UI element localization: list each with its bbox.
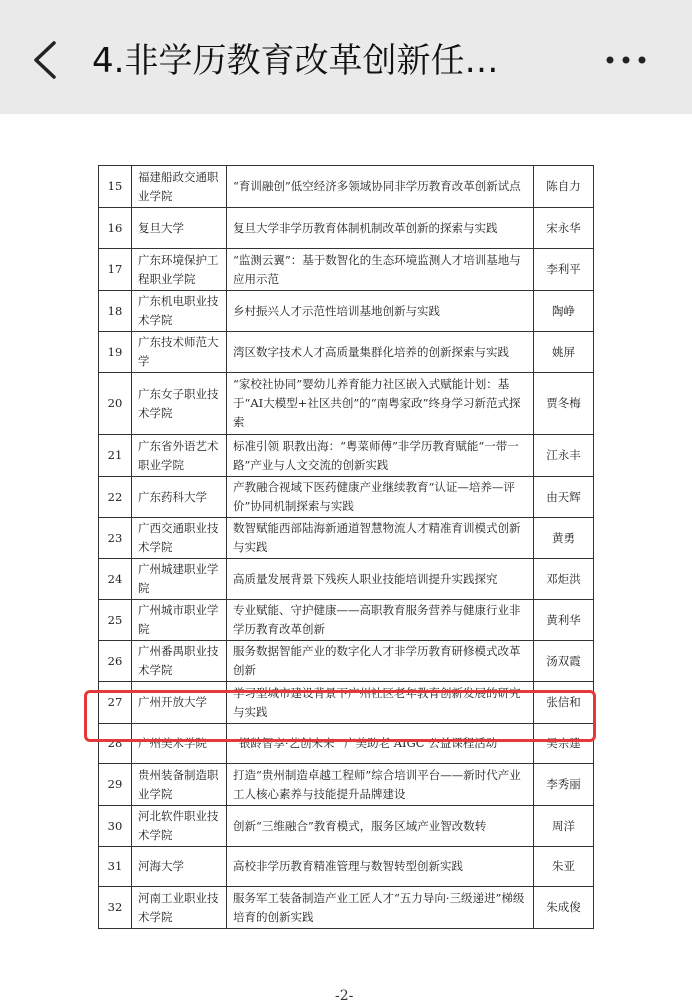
leader-name: 贾冬梅 — [534, 373, 594, 435]
school-name: 广西交通职业技术学院 — [132, 518, 227, 559]
row-number: 32 — [99, 887, 132, 929]
school-name: 河北软件职业技术学院 — [132, 806, 227, 847]
leader-name: 黄利华 — [534, 600, 594, 641]
row-number: 29 — [99, 764, 132, 806]
row-number: 26 — [99, 641, 132, 682]
school-name: 广州城建职业学院 — [132, 559, 227, 600]
leader-name: 李秀丽 — [534, 764, 594, 806]
back-arrow-icon[interactable] — [30, 40, 60, 80]
leader-name: 邓炬洪 — [534, 559, 594, 600]
project-name: “育训融创”低空经济多领域协同非学历教育改革创新试点 — [227, 166, 534, 208]
leader-name: 汤双霞 — [534, 641, 594, 682]
project-name: 学习型城市建设背景下广州社区老年教育创新发展的研究与实践 — [227, 682, 534, 724]
row-number: 24 — [99, 559, 132, 600]
table-row — [99, 641, 594, 682]
project-name: 湾区数字技术人才高质量集群化培养的创新探索与实践 — [227, 332, 534, 373]
table-row — [99, 887, 594, 929]
table-row — [99, 477, 594, 518]
table-row — [99, 806, 594, 847]
top-bar — [0, 0, 692, 114]
row-number: 17 — [99, 249, 132, 291]
table-row — [99, 682, 594, 724]
leader-name: 张信和 — [534, 682, 594, 724]
row-number: 21 — [99, 435, 132, 477]
table-row — [99, 373, 594, 435]
school-name: 广东省外语艺术职业学院 — [132, 435, 227, 477]
leader-name: 由天辉 — [534, 477, 594, 518]
row-number: 18 — [99, 291, 132, 332]
table-row — [99, 208, 594, 249]
project-name: 乡村振兴人才示范性培训基地创新与实践 — [227, 291, 534, 332]
school-name: 复旦大学 — [132, 208, 227, 249]
row-number: 16 — [99, 208, 132, 249]
project-name: 服务数据智能产业的数字化人才非学历教育研修模式改革创新 — [227, 641, 534, 682]
leader-name: 陈自力 — [534, 166, 594, 208]
table-row — [99, 764, 594, 806]
leader-name: 李利平 — [534, 249, 594, 291]
school-name: 贵州装备制造职业学院 — [132, 764, 227, 806]
school-name: 广州番禺职业技术学院 — [132, 641, 227, 682]
project-name: 高质量发展背景下残疾人职业技能培训提升实践探究 — [227, 559, 534, 600]
document-page — [0, 114, 692, 1004]
project-name: “家校社协同”婴幼儿养育能力社区嵌入式赋能计划：基于“AI大模型+社区共创”的“南粤家政”终身学习新范式探索 — [227, 373, 534, 435]
table-row — [99, 435, 594, 477]
school-name: 广东环境保护工程职业学院 — [132, 249, 227, 291]
row-number: 19 — [99, 332, 132, 373]
project-name: 复旦大学非学历教育体制机制改革创新的探索与实践 — [227, 208, 534, 249]
table-row — [99, 724, 594, 764]
row-number: 20 — [99, 373, 132, 435]
row-number: 25 — [99, 600, 132, 641]
project-name: 标准引领 职教出海：“粤菜师傅”非学历教育赋能“一带一路”产业与人文交流的创新实践 — [227, 435, 534, 477]
row-number: 23 — [99, 518, 132, 559]
row-number: 27 — [99, 682, 132, 724]
table-row — [99, 847, 594, 887]
leader-name: 宋永华 — [534, 208, 594, 249]
project-name: 数智赋能西部陆海新通道智慧物流人才精准育训模式创新与实践 — [227, 518, 534, 559]
page-number: -2- — [335, 988, 354, 1004]
row-number: 28 — [99, 724, 132, 764]
row-number: 15 — [99, 166, 132, 208]
project-name: “银龄智享·艺创未来” 广美助老 AIGC 公益课程活动 — [227, 724, 534, 764]
table-row — [99, 518, 594, 559]
school-name: 福建船政交通职业学院 — [132, 166, 227, 208]
school-name: 广东机电职业技术学院 — [132, 291, 227, 332]
table-row — [99, 559, 594, 600]
leader-name: 周洋 — [534, 806, 594, 847]
table-row — [99, 332, 594, 373]
project-name: 服务军工装备制造产业工匠人才“五力导向·三级递进”梯级培育的创新实践 — [227, 887, 534, 929]
document-title: 4.非学历教育改革创新任… — [92, 41, 499, 81]
school-name: 广东女子职业技术学院 — [132, 373, 227, 435]
leader-name: 陶峥 — [534, 291, 594, 332]
more-dots-icon[interactable] — [604, 48, 648, 72]
project-name: 创新“三维融合”教育模式，服务区域产业智改数转 — [227, 806, 534, 847]
row-number: 22 — [99, 477, 132, 518]
school-name: 广州城市职业学院 — [132, 600, 227, 641]
leader-name: 江永丰 — [534, 435, 594, 477]
table-row — [99, 166, 594, 208]
row-number: 31 — [99, 847, 132, 887]
project-name: “监测云翼”：基于数智化的生态环境监测人才培训基地与应用示范 — [227, 249, 534, 291]
school-name: 广州美术学院 — [132, 724, 227, 764]
school-name: 广东药科大学 — [132, 477, 227, 518]
school-name: 广州开放大学 — [132, 682, 227, 724]
project-name: 高校非学历教育精准管理与数智转型创新实践 — [227, 847, 534, 887]
leader-name: 朱亚 — [534, 847, 594, 887]
project-name: 打造“贵州制造卓越工程师”综合培训平台——新时代产业工人核心素养与技能提升品牌建设 — [227, 764, 534, 806]
table-row — [99, 249, 594, 291]
row-number: 30 — [99, 806, 132, 847]
leader-name: 朱成俊 — [534, 887, 594, 929]
school-name: 河海大学 — [132, 847, 227, 887]
school-name: 广东技术师范大学 — [132, 332, 227, 373]
school-name: 河南工业职业技术学院 — [132, 887, 227, 929]
leader-name: 姚屏 — [534, 332, 594, 373]
project-name: 产教融合视域下医药健康产业继续教育“认证—培养—评价”协同机制探索与实践 — [227, 477, 534, 518]
table-row — [99, 291, 594, 332]
table-row — [99, 600, 594, 641]
leader-name: 吴宗建 — [534, 724, 594, 764]
leader-name: 黄勇 — [534, 518, 594, 559]
project-name: 专业赋能、守护健康——高职教育服务营养与健康行业非学历教育改革创新 — [227, 600, 534, 641]
project-table — [98, 165, 594, 929]
